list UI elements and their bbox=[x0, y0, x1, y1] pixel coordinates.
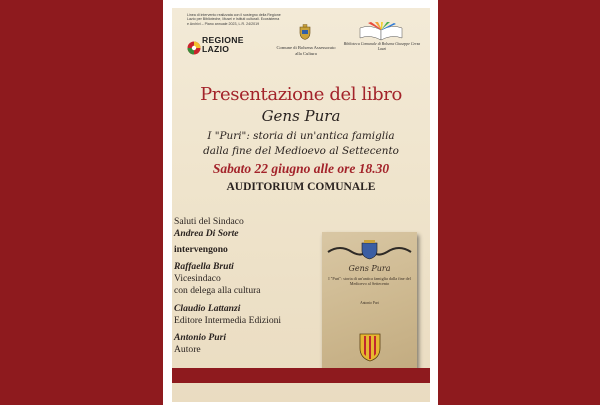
speaker-role: Vicesindaco bbox=[174, 273, 221, 285]
speaker-role: Autore bbox=[174, 343, 201, 355]
greetings-label: Saluti del Sindaco bbox=[174, 216, 244, 227]
cover-crest-icon bbox=[358, 332, 382, 362]
presentation-heading: Presentazione del libro bbox=[200, 84, 402, 105]
speakers-heading: intervengono bbox=[174, 244, 228, 256]
speaker-role: con delega alla cultura bbox=[174, 285, 261, 297]
cover-subtitle: I "Puri": storia di un'antica famiglia dalla fine del Medioevo al Settecento bbox=[328, 276, 411, 287]
speaker-name: Antonio Puri bbox=[174, 331, 226, 343]
mayor-name: Andrea Di Sorte bbox=[174, 228, 239, 240]
open-book-logo-icon bbox=[358, 22, 404, 42]
speaker-role: Editore Intermedia Edizioni bbox=[174, 314, 282, 326]
book-title: Gens Pura bbox=[261, 107, 341, 125]
cover-title: Gens Pura bbox=[348, 264, 391, 273]
event-poster bbox=[172, 8, 430, 402]
title-block bbox=[172, 84, 430, 195]
funding-text: Linea di intervento realizzata con il sostegno della Regione Lazio per Biblioteche, Musei e Istituti culturali. Ecosistema e Archivi – Piano annuale 2023, L.R. 24/2019 bbox=[187, 13, 281, 26]
speaker-name: Raffaella Bruti bbox=[174, 261, 234, 273]
cover-author: Antonio Puri bbox=[360, 301, 379, 305]
regione-lazio-label: REGIONE LAZIO bbox=[202, 35, 244, 54]
book-cover-image bbox=[322, 232, 417, 373]
poster-bottom-band bbox=[172, 368, 430, 383]
speakers-list bbox=[174, 216, 304, 356]
biblioteca-label: Biblioteca Comunale di Bolsena Giuseppe Cerza Lazzi bbox=[343, 42, 421, 51]
subtitle-line-2: dalla fine del Medioevo al Settecento bbox=[203, 145, 399, 157]
subtitle-line-1: I "Puri": storia di un'antica famiglia bbox=[207, 130, 395, 142]
comune-crest-icon bbox=[298, 24, 312, 40]
poster-header bbox=[172, 8, 430, 80]
event-date: Sabato 22 giugno alle ore 18.30 bbox=[212, 161, 390, 176]
event-venue: AUDITORIUM COMUNALE bbox=[226, 181, 376, 193]
comune-label: Comune di Bolsena Assessorato alla Cultura bbox=[276, 45, 336, 56]
speaker-name: Claudio Lattanzi bbox=[174, 302, 241, 314]
